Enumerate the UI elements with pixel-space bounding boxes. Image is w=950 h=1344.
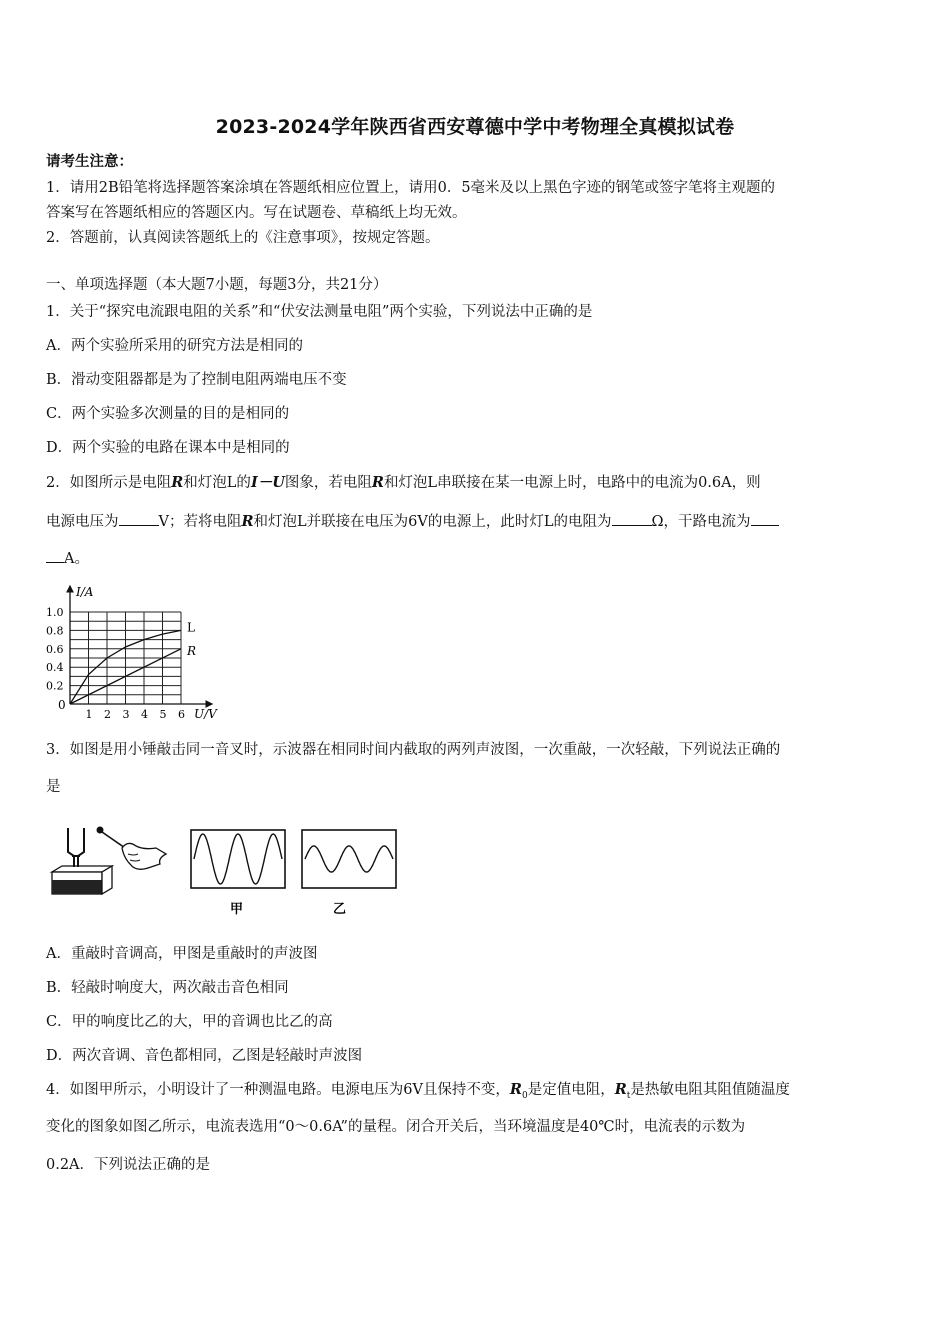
- waveform-yi-box: [302, 830, 396, 888]
- q1-option-b: B．滑动变阻器都是为了控制电阻两端电压不变: [46, 372, 347, 388]
- graph-grid: [70, 612, 181, 704]
- q3-option-a: A．重敲时音调高，甲图是重敲时的声波图: [46, 946, 318, 962]
- q3-option-c: C．甲的响度比乙的大，甲的音调也比乙的高: [46, 1014, 333, 1030]
- x-tick-label: 4: [141, 708, 148, 721]
- notice-line-1: 1．请用2B铅笔将选择题答案涂填在答题纸相应位置上，请用0．5毫米及以上黑色字迹的钢笔或签字笔将主观题的: [46, 180, 776, 196]
- series-r-label: R: [187, 643, 197, 658]
- q2-line-3: A。: [46, 548, 89, 568]
- x-tick-label: 3: [122, 708, 130, 721]
- q1-option-c: C．两个实验多次测量的目的是相同的: [46, 406, 290, 422]
- waveform-jia-box: [191, 830, 285, 888]
- label-yi: 乙: [333, 902, 347, 917]
- q1-option-d: D．两个实验的电路在课本中是相同的: [46, 440, 290, 456]
- q4-line-1: 4．如图甲所示，小明设计了一种测温电路。电源电压为6V且保持不变，$R_0$是定值电阻，$R_t$是热敏电阻其阻值随温度: [46, 1081, 790, 1101]
- y-axis-label: I/A: [76, 585, 94, 599]
- y-tick-label: 0.8: [46, 624, 64, 638]
- notice-heading: 请考生注意：: [46, 153, 133, 170]
- answer-blank-resistance[interactable]: [612, 511, 652, 526]
- y-tick-label: 0.6: [46, 642, 64, 656]
- q3-line-2: 是: [46, 779, 61, 795]
- tuning-fork-icon: [52, 828, 112, 894]
- x-tick-label: 1: [85, 708, 93, 721]
- series-l-label: L: [187, 620, 195, 635]
- hammer-hand-icon: [97, 827, 167, 870]
- x-tick-label: 6: [178, 708, 185, 721]
- tuning-fork-figure: [44, 820, 404, 920]
- answer-blank-voltage[interactable]: [119, 511, 159, 526]
- y-tick-label: 0.2: [46, 679, 64, 693]
- x-tick-label: 5: [159, 708, 167, 721]
- y-tick-label: 0.4: [46, 661, 64, 675]
- label-jia: 甲: [230, 902, 244, 917]
- notice-line-1b: 答案写在答题纸相应的答题区内。写在试题卷、草稿纸上均无效。: [46, 205, 467, 221]
- q4-line-3: 0.2A．下列说法正确的是: [46, 1157, 211, 1173]
- answer-blank-current-cont: [46, 548, 64, 563]
- q2-line-2: 电源电压为 V；若将电阻R和灯泡L并联接在电压为6V的电源上，此时灯L的电阻为 Ω，干路电流为: [46, 511, 779, 531]
- q3-option-b: B．轻敲时响度大，两次敲击音色相同: [46, 980, 289, 996]
- y-tick-label: 1.0: [46, 606, 64, 619]
- iu-graph: [40, 582, 240, 722]
- x-tick-label: 2: [104, 708, 111, 721]
- answer-blank-current[interactable]: [751, 511, 779, 526]
- origin-label: 0: [58, 698, 66, 712]
- x-axis-label: U/V: [194, 707, 217, 721]
- page-title: 2023-2024学年陕西省西安尊德中学中考物理全真模拟试卷: [215, 116, 735, 138]
- q2-line-1: 2．如图所示是电阻R和灯泡L的I－U图象，若电阻R和灯泡L串联接在某一电源上时，电路中的电流为0.6A，则: [46, 474, 761, 491]
- q4-line-2: 变化的图象如图乙所示，电流表选用“0～0.6A”的量程。闭合开关后，当环境温度是40℃时，电流表的示数为: [46, 1119, 746, 1135]
- q3-option-d: D．两次音调、音色都相同，乙图是轻敲时声波图: [46, 1048, 363, 1064]
- section-heading: 一、单项选择题（本大题7小题，每题3分，共21分）: [46, 277, 388, 293]
- q1-stem: 1．关于“探究电流跟电阻的关系”和“伏安法测量电阻”两个实验，下列说法中正确的是: [46, 304, 593, 320]
- q3-line-1: 3．如图是用小锤敲击同一音叉时，示波器在相同时间内截取的两列声波图，一次重敲，一次轻敲，下列说法正确的: [46, 742, 781, 758]
- q1-option-a: A．两个实验所采用的研究方法是相同的: [46, 338, 303, 354]
- notice-line-2: 2．答题前，认真阅读答题纸上的《注意事项》，按规定答题。: [46, 230, 440, 246]
